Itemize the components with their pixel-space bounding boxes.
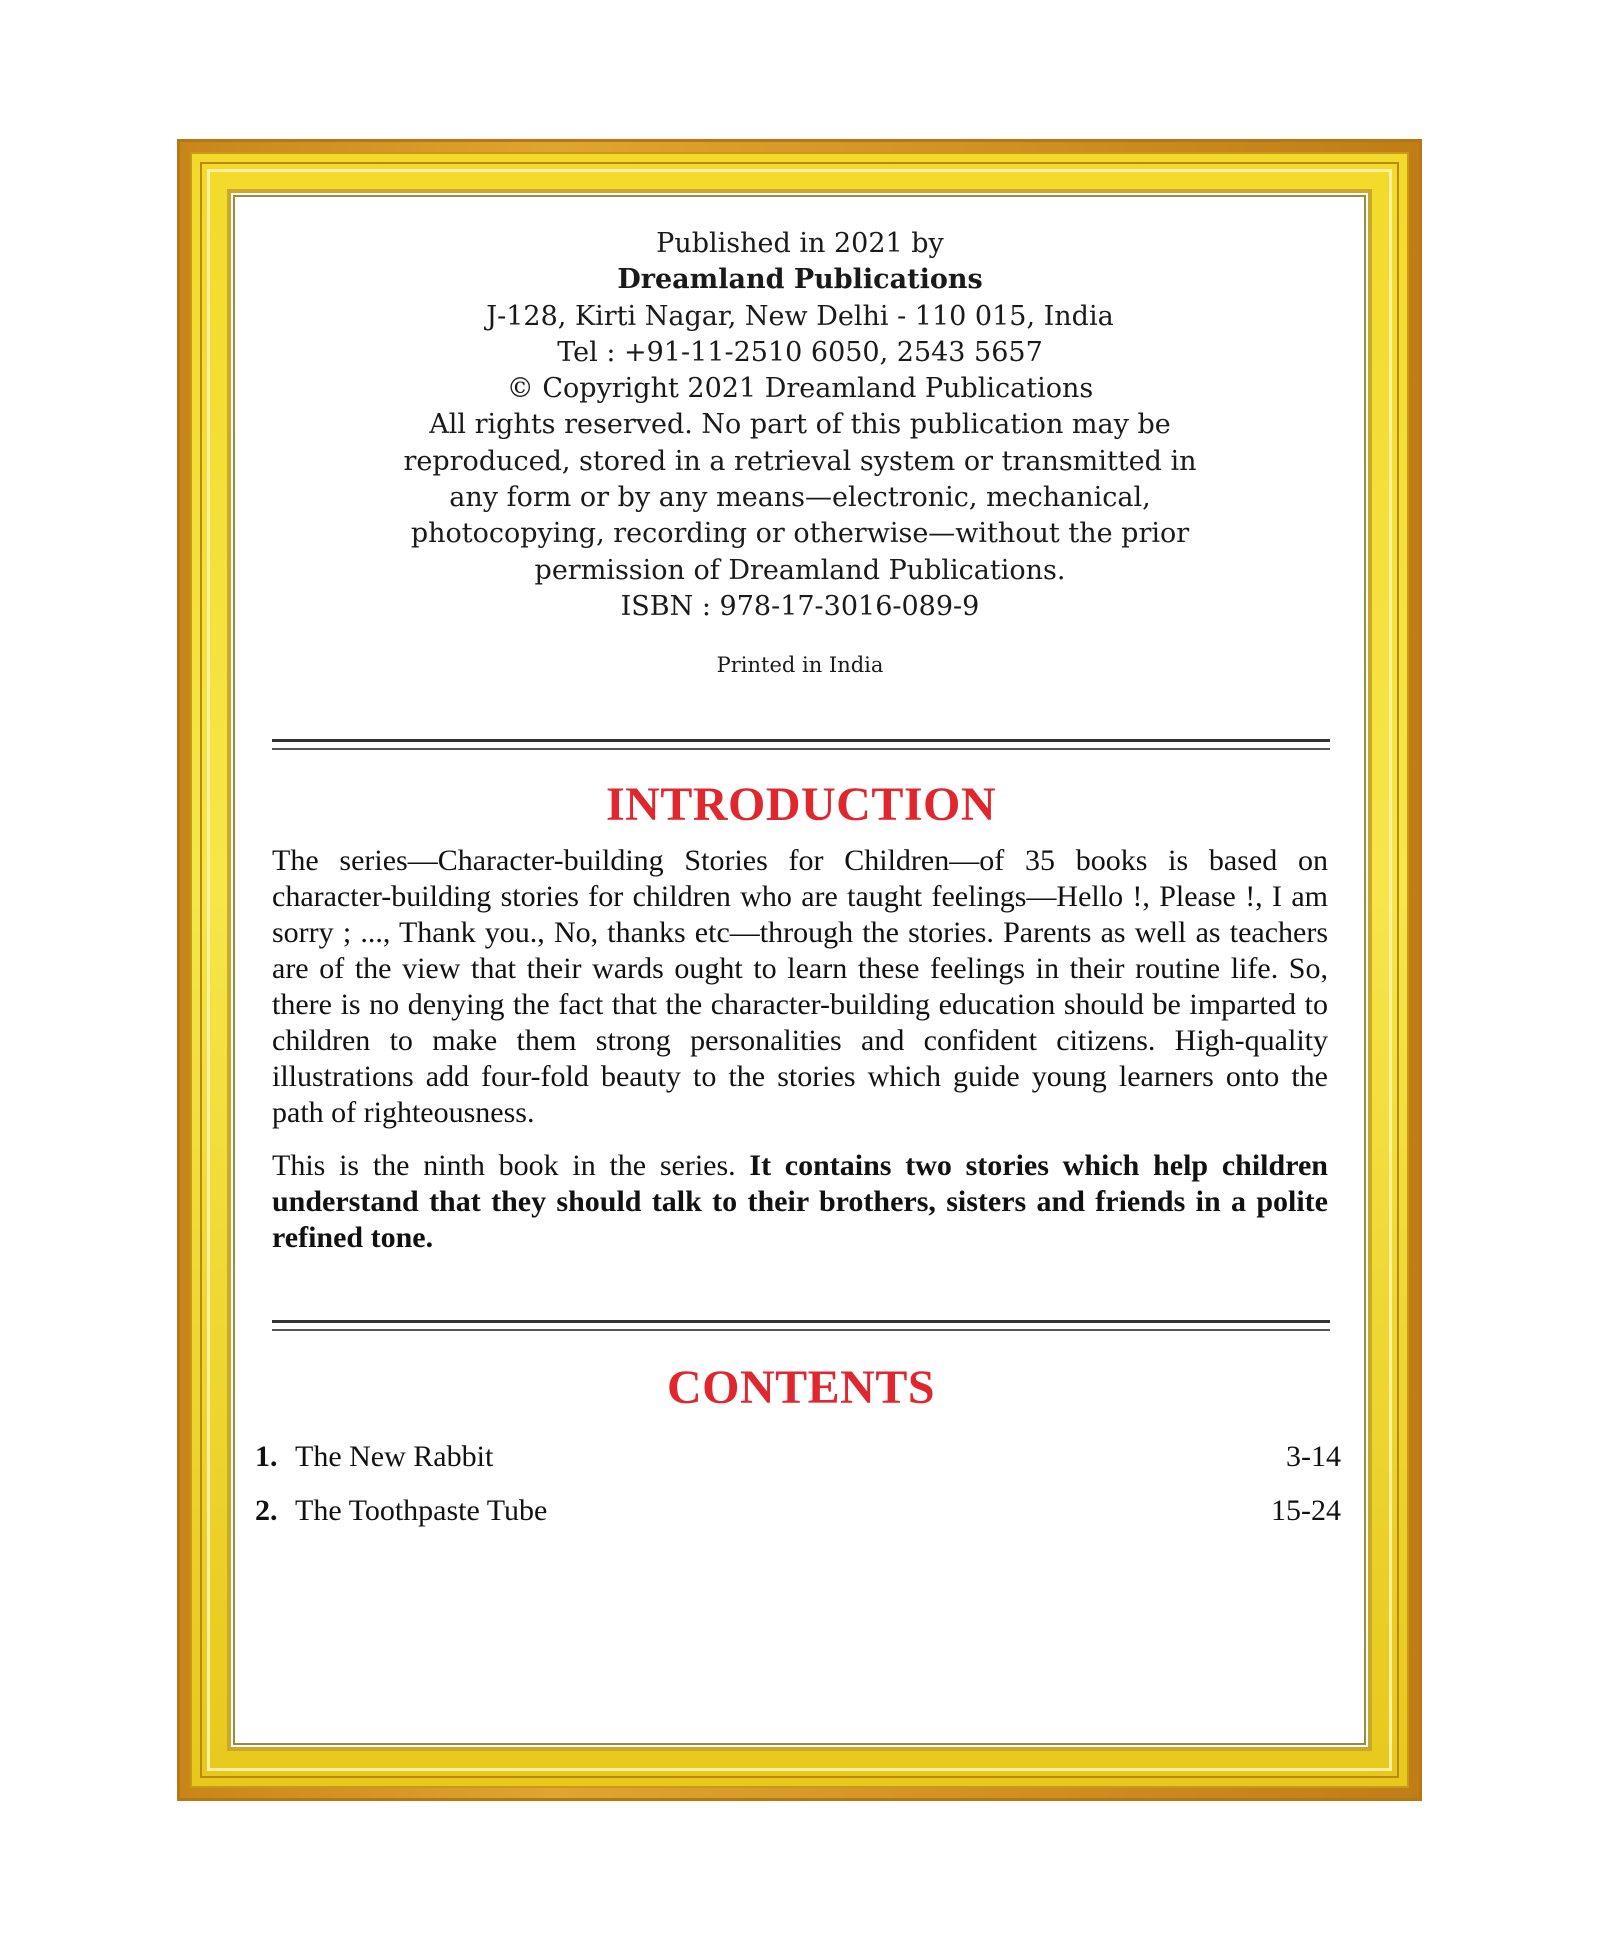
contents-item[interactable]	[255, 1494, 1341, 1548]
publisher-address: J-128, Kirti Nagar, New Delhi - 110 015, India	[486, 300, 1114, 332]
divider-top	[272, 739, 1330, 750]
intro-paragraph-1: The series—Character-building Stories for Children—of 35 books is based on character-building stories for children who are taught feelings—Hello !, Please !, I am sorry ; ..., Thank you., No, thanks etc—through the stories. Parents as well as teachers are of the view that their wards ought to learn these feelings in their routine life. So, there is no denying the fact that the character-building education should be imparted to children to make them strong personalities and confident citizens. High-quality illustrations add four-fold beauty to the stories which guide young learners onto the path of righteousness.	[272, 844, 1328, 1129]
contents-item-title: The New Rabbit	[295, 1440, 494, 1473]
rights-line: photocopying, recording or otherwise—without the prior	[410, 518, 1190, 550]
contents-heading: CONTENTS	[666, 1361, 936, 1414]
contents-item[interactable]	[255, 1440, 1341, 1494]
rights-line: reproduced, stored in a retrieval system or transmitted in	[403, 445, 1197, 477]
printed-in-india: Printed in India	[716, 653, 884, 677]
rights-line: any form or by any means—electronic, mechanical,	[449, 482, 1151, 514]
contents-item-pages: 15-24	[1271, 1494, 1341, 1527]
introduction-body	[272, 843, 1328, 1256]
divider-middle	[272, 1320, 1330, 1331]
copyright-line: © Copyright 2021 Dreamland Publications	[506, 373, 1094, 405]
rights-line: All rights reserved. No part of this publication may be	[429, 409, 1171, 441]
contents-item-title: The Toothpaste Tube	[295, 1494, 548, 1527]
publisher-tel: Tel : +91-11-2510 6050, 2543 5657	[557, 336, 1043, 368]
introduction-heading: INTRODUCTION	[605, 778, 997, 831]
intro-paragraph-2-bold: It contains two stories which help children understand that they should talk to their brothers, sisters and friends in a polite refined tone.	[272, 1149, 1328, 1254]
rights-line: permission of Dreamland Publications.	[534, 554, 1066, 586]
contents-item-number: 1.	[255, 1440, 278, 1473]
isbn-line: ISBN : 978-17-3016-089-9	[620, 590, 980, 622]
published-line: Published in 2021 by	[656, 228, 944, 259]
intro-paragraph-2-plain: This is the ninth book in the series.	[272, 1149, 750, 1182]
intro-paragraph-2	[272, 1148, 1328, 1256]
publisher-name: Dreamland Publications	[617, 264, 983, 296]
contents-item-pages: 3-14	[1286, 1440, 1341, 1473]
contents-list	[255, 1440, 1341, 1548]
imprint-block	[390, 226, 1210, 625]
contents-item-number: 2.	[255, 1494, 278, 1527]
